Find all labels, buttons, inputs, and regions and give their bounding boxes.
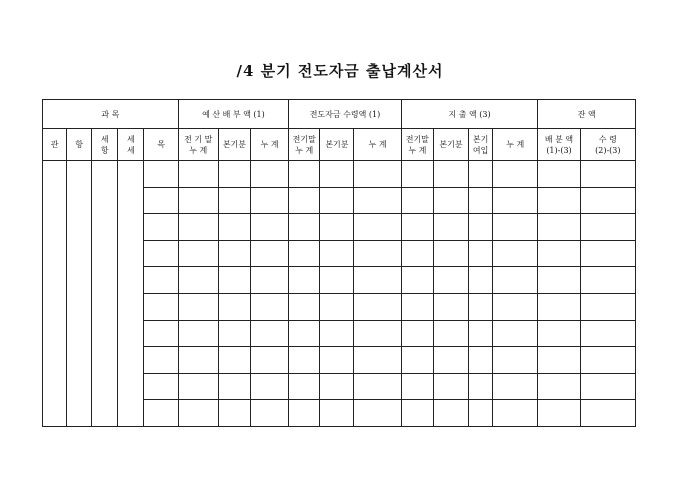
blank-cell[interactable] <box>354 373 401 400</box>
blank-cell[interactable] <box>433 373 468 400</box>
blank-cell[interactable] <box>320 293 354 320</box>
merged-blank-cell[interactable] <box>43 161 67 427</box>
blank-cell[interactable] <box>469 293 493 320</box>
blank-cell[interactable] <box>250 267 288 294</box>
col-advance-prev: 전기말 누 계 <box>289 129 320 161</box>
blank-cell[interactable] <box>289 267 320 294</box>
blank-cell[interactable] <box>289 347 320 374</box>
blank-cell[interactable] <box>144 320 178 347</box>
blank-cell[interactable] <box>144 400 178 427</box>
blank-cell[interactable] <box>580 347 635 374</box>
blank-cell[interactable] <box>218 161 250 188</box>
blank-cell[interactable] <box>580 187 635 214</box>
blank-cell[interactable] <box>401 400 433 427</box>
blank-cell[interactable] <box>144 347 178 374</box>
blank-cell[interactable] <box>144 214 178 241</box>
blank-cell[interactable] <box>354 267 401 294</box>
col-expense-return: 본기 여입 <box>469 129 493 161</box>
blank-cell[interactable] <box>401 347 433 374</box>
blank-cell[interactable] <box>469 267 493 294</box>
blank-cell[interactable] <box>401 214 433 241</box>
col-budget-total: 누 계 <box>250 129 288 161</box>
blank-cell[interactable] <box>538 373 580 400</box>
blank-cell[interactable] <box>538 267 580 294</box>
blank-cell[interactable] <box>218 400 250 427</box>
blank-cell[interactable] <box>433 187 468 214</box>
blank-cell[interactable] <box>320 214 354 241</box>
blank-cell[interactable] <box>289 161 320 188</box>
blank-cell[interactable] <box>469 400 493 427</box>
blank-cell[interactable] <box>493 373 538 400</box>
blank-cell[interactable] <box>218 373 250 400</box>
blank-cell[interactable] <box>354 320 401 347</box>
blank-cell[interactable] <box>144 187 178 214</box>
col-balance-alloc: 배 분 액 (1)-(3) <box>538 129 580 161</box>
blank-cell[interactable] <box>250 240 288 267</box>
blank-cell[interactable] <box>289 400 320 427</box>
blank-cell[interactable] <box>218 347 250 374</box>
blank-cell[interactable] <box>493 293 538 320</box>
blank-cell[interactable] <box>178 400 218 427</box>
blank-cell[interactable] <box>354 161 401 188</box>
blank-cell[interactable] <box>354 400 401 427</box>
blank-cell[interactable] <box>469 373 493 400</box>
blank-cell[interactable] <box>144 267 178 294</box>
blank-cell[interactable] <box>538 240 580 267</box>
blank-cell[interactable] <box>289 240 320 267</box>
blank-cell[interactable] <box>433 293 468 320</box>
blank-cell[interactable] <box>178 267 218 294</box>
blank-cell[interactable] <box>401 373 433 400</box>
blank-cell[interactable] <box>469 240 493 267</box>
blank-cell[interactable] <box>493 267 538 294</box>
blank-cell[interactable] <box>250 320 288 347</box>
blank-cell[interactable] <box>320 347 354 374</box>
blank-cell[interactable] <box>144 373 178 400</box>
blank-cell[interactable] <box>580 373 635 400</box>
blank-cell[interactable] <box>433 267 468 294</box>
merged-blank-cell[interactable] <box>67 161 92 427</box>
col-sehang: 세 항 <box>92 129 118 161</box>
blank-cell[interactable] <box>178 293 218 320</box>
blank-cell[interactable] <box>289 187 320 214</box>
col-advance-curr: 본기분 <box>320 129 354 161</box>
blank-cell[interactable] <box>250 400 288 427</box>
blank-cell[interactable] <box>144 240 178 267</box>
blank-cell[interactable] <box>218 187 250 214</box>
blank-cell[interactable] <box>401 320 433 347</box>
blank-cell[interactable] <box>354 187 401 214</box>
col-advance-total: 누 계 <box>354 129 401 161</box>
blank-cell[interactable] <box>401 161 433 188</box>
blank-cell[interactable] <box>320 267 354 294</box>
col-budget-curr: 본기분 <box>218 129 250 161</box>
col-sese: 세 세 <box>118 129 144 161</box>
header-row-groups <box>43 100 636 129</box>
group-advance: 전도자금 수령액 (1) <box>289 100 402 129</box>
blank-cell[interactable] <box>401 267 433 294</box>
blank-cell[interactable] <box>493 187 538 214</box>
blank-cell[interactable] <box>580 267 635 294</box>
blank-cell[interactable] <box>538 293 580 320</box>
blank-cell[interactable] <box>401 187 433 214</box>
blank-cell[interactable] <box>580 240 635 267</box>
blank-cell[interactable] <box>469 187 493 214</box>
blank-cell[interactable] <box>580 214 635 241</box>
blank-cell[interactable] <box>178 240 218 267</box>
blank-cell[interactable] <box>178 161 218 188</box>
blank-cell[interactable] <box>320 161 354 188</box>
blank-cell[interactable] <box>250 214 288 241</box>
blank-cell[interactable] <box>538 320 580 347</box>
blank-cell[interactable] <box>250 187 288 214</box>
merged-blank-cell[interactable] <box>92 161 118 427</box>
blank-cell[interactable] <box>580 320 635 347</box>
blank-cell[interactable] <box>493 161 538 188</box>
blank-cell[interactable] <box>320 240 354 267</box>
blank-cell[interactable] <box>580 400 635 427</box>
blank-cell[interactable] <box>144 161 178 188</box>
blank-cell[interactable] <box>320 320 354 347</box>
blank-cell[interactable] <box>178 373 218 400</box>
col-gwan: 관 <box>43 129 67 161</box>
blank-cell[interactable] <box>178 214 218 241</box>
blank-cell[interactable] <box>354 347 401 374</box>
blank-cell[interactable] <box>433 240 468 267</box>
blank-cell[interactable] <box>538 400 580 427</box>
blank-cell[interactable] <box>493 400 538 427</box>
blank-cell[interactable] <box>538 214 580 241</box>
cash-statement-table <box>42 99 636 427</box>
blank-cell[interactable] <box>289 373 320 400</box>
blank-cell[interactable] <box>320 373 354 400</box>
blank-cell[interactable] <box>218 214 250 241</box>
group-budget: 예 산 배 부 액 (1) <box>178 100 289 129</box>
col-expense-prev: 전기말 누 계 <box>401 129 433 161</box>
blank-cell[interactable] <box>493 347 538 374</box>
blank-cell[interactable] <box>538 161 580 188</box>
blank-cell[interactable] <box>469 320 493 347</box>
document-title: /4 분기 전도자금 출납계산서 <box>236 62 444 80</box>
blank-cell[interactable] <box>218 320 250 347</box>
blank-cell[interactable] <box>433 214 468 241</box>
blank-cell[interactable] <box>401 240 433 267</box>
group-expense: 지 출 액 (3) <box>401 100 538 129</box>
blank-cell[interactable] <box>320 400 354 427</box>
blank-cell[interactable] <box>493 320 538 347</box>
blank-cell[interactable] <box>493 214 538 241</box>
blank-cell[interactable] <box>354 240 401 267</box>
blank-cell[interactable] <box>144 293 178 320</box>
blank-cell[interactable] <box>250 161 288 188</box>
merged-blank-cell[interactable] <box>118 161 144 427</box>
col-expense-curr: 본기분 <box>433 129 468 161</box>
blank-cell[interactable] <box>250 373 288 400</box>
blank-cell[interactable] <box>538 347 580 374</box>
blank-cell[interactable] <box>433 347 468 374</box>
blank-cell[interactable] <box>178 347 218 374</box>
blank-cell[interactable] <box>320 187 354 214</box>
blank-cell[interactable] <box>469 347 493 374</box>
group-balance: 잔 액 <box>538 100 636 129</box>
table-row <box>43 161 636 188</box>
blank-cell[interactable] <box>178 187 218 214</box>
blank-cell[interactable] <box>580 293 635 320</box>
blank-cell[interactable] <box>289 293 320 320</box>
blank-cell[interactable] <box>433 400 468 427</box>
group-subject: 과 목 <box>43 100 179 129</box>
blank-cell[interactable] <box>289 214 320 241</box>
blank-cell[interactable] <box>580 161 635 188</box>
col-mok: 목 <box>144 129 178 161</box>
blank-cell[interactable] <box>401 293 433 320</box>
col-budget-prev: 전 기 말 누 계 <box>178 129 218 161</box>
col-expense-total: 누 계 <box>493 129 538 161</box>
blank-cell[interactable] <box>433 161 468 188</box>
blank-cell[interactable] <box>469 161 493 188</box>
blank-cell[interactable] <box>469 214 493 241</box>
blank-cell[interactable] <box>433 320 468 347</box>
blank-cell[interactable] <box>250 293 288 320</box>
blank-cell[interactable] <box>178 320 218 347</box>
blank-cell[interactable] <box>493 240 538 267</box>
blank-cell[interactable] <box>218 267 250 294</box>
blank-cell[interactable] <box>218 240 250 267</box>
blank-cell[interactable] <box>218 293 250 320</box>
blank-cell[interactable] <box>250 347 288 374</box>
header-row-columns <box>43 129 636 161</box>
blank-cell[interactable] <box>354 214 401 241</box>
blank-cell[interactable] <box>354 293 401 320</box>
blank-cell[interactable] <box>289 320 320 347</box>
col-balance-receipt: 수 령 (2)-(3) <box>580 129 635 161</box>
table-body <box>43 161 636 427</box>
blank-cell[interactable] <box>538 187 580 214</box>
col-hang: 항 <box>67 129 92 161</box>
